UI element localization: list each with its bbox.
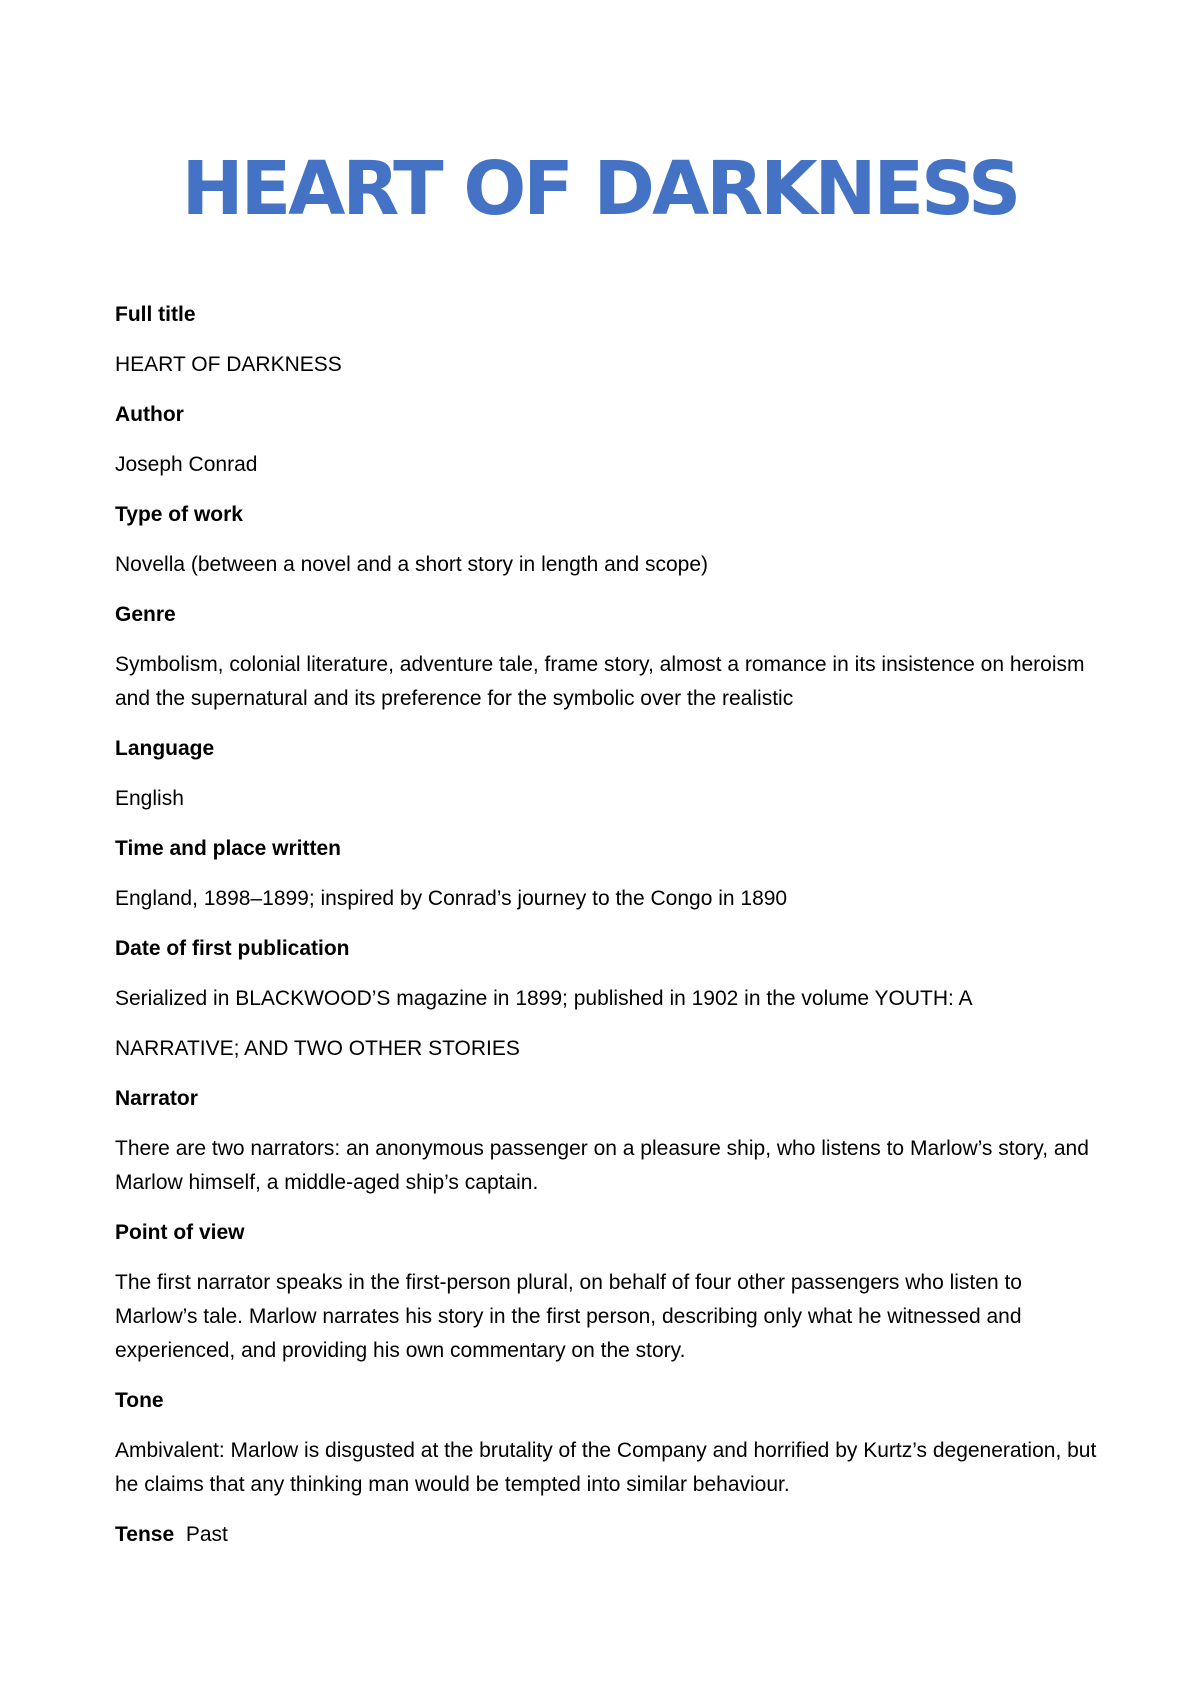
document-title: HEART OF DARKNESS	[181, 146, 1019, 232]
field-value-point-of-view: The first narrator speaks in the first-person plural, on behalf of four other passengers who listen to Marlow’s tale. Marlow narrates his story in the first person, describing only what he witnessed and experienced, and providing his own commentary on the story.	[115, 1271, 1022, 1362]
field-label-tone: Tone	[115, 1389, 164, 1412]
field-value-first-publication-line1: Serialized in BLACKWOOD’S magazine in 1899; published in 1902 in the volume YOUTH: A	[115, 987, 973, 1010]
field-label-narrator: Narrator	[115, 1087, 198, 1110]
field-value-full-title: HEART OF DARKNESS	[115, 353, 342, 376]
document-body	[115, 298, 1105, 1552]
field-value-first-publication-line2: NARRATIVE; AND TWO OTHER STORIES	[115, 1037, 520, 1060]
field-value-time-and-place: England, 1898–1899; inspired by Conrad’s journey to the Congo in 1890	[115, 887, 788, 910]
field-value-genre: Symbolism, colonial literature, adventure tale, frame story, almost a romance in its insistence on heroism and the supernatural and its preference for the symbolic over the realistic	[115, 653, 1085, 710]
field-label-genre: Genre	[115, 603, 176, 626]
field-label-language: Language	[115, 737, 215, 760]
field-value-tone: Ambivalent: Marlow is disgusted at the brutality of the Company and horrified by Kurtz’s degeneration, but he claims that any thinking man would be tempted into similar behaviour.	[115, 1439, 1097, 1496]
field-label-point-of-view: Point of view	[115, 1221, 245, 1244]
field-value-author: Joseph Conrad	[115, 453, 258, 476]
field-label-type-of-work: Type of work	[115, 503, 243, 526]
field-label-time-and-place: Time and place written	[115, 837, 342, 860]
field-value-type-of-work: Novella (between a novel and a short story in length and scope)	[115, 553, 709, 576]
field-label-full-title: Full title	[115, 303, 196, 326]
field-value-narrator: There are two narrators: an anonymous passenger on a pleasure ship, who listens to Marlow’s story, and Marlow himself, a middle-aged ship’s captain.	[115, 1137, 1089, 1194]
field-label-author: Author	[115, 403, 184, 426]
field-tense	[115, 1518, 1105, 1552]
field-value-tense: Past	[185, 1523, 228, 1546]
field-value-language: English	[115, 787, 184, 810]
field-label-tense: Tense	[115, 1523, 175, 1546]
field-label-first-publication: Date of first publication	[115, 937, 350, 960]
